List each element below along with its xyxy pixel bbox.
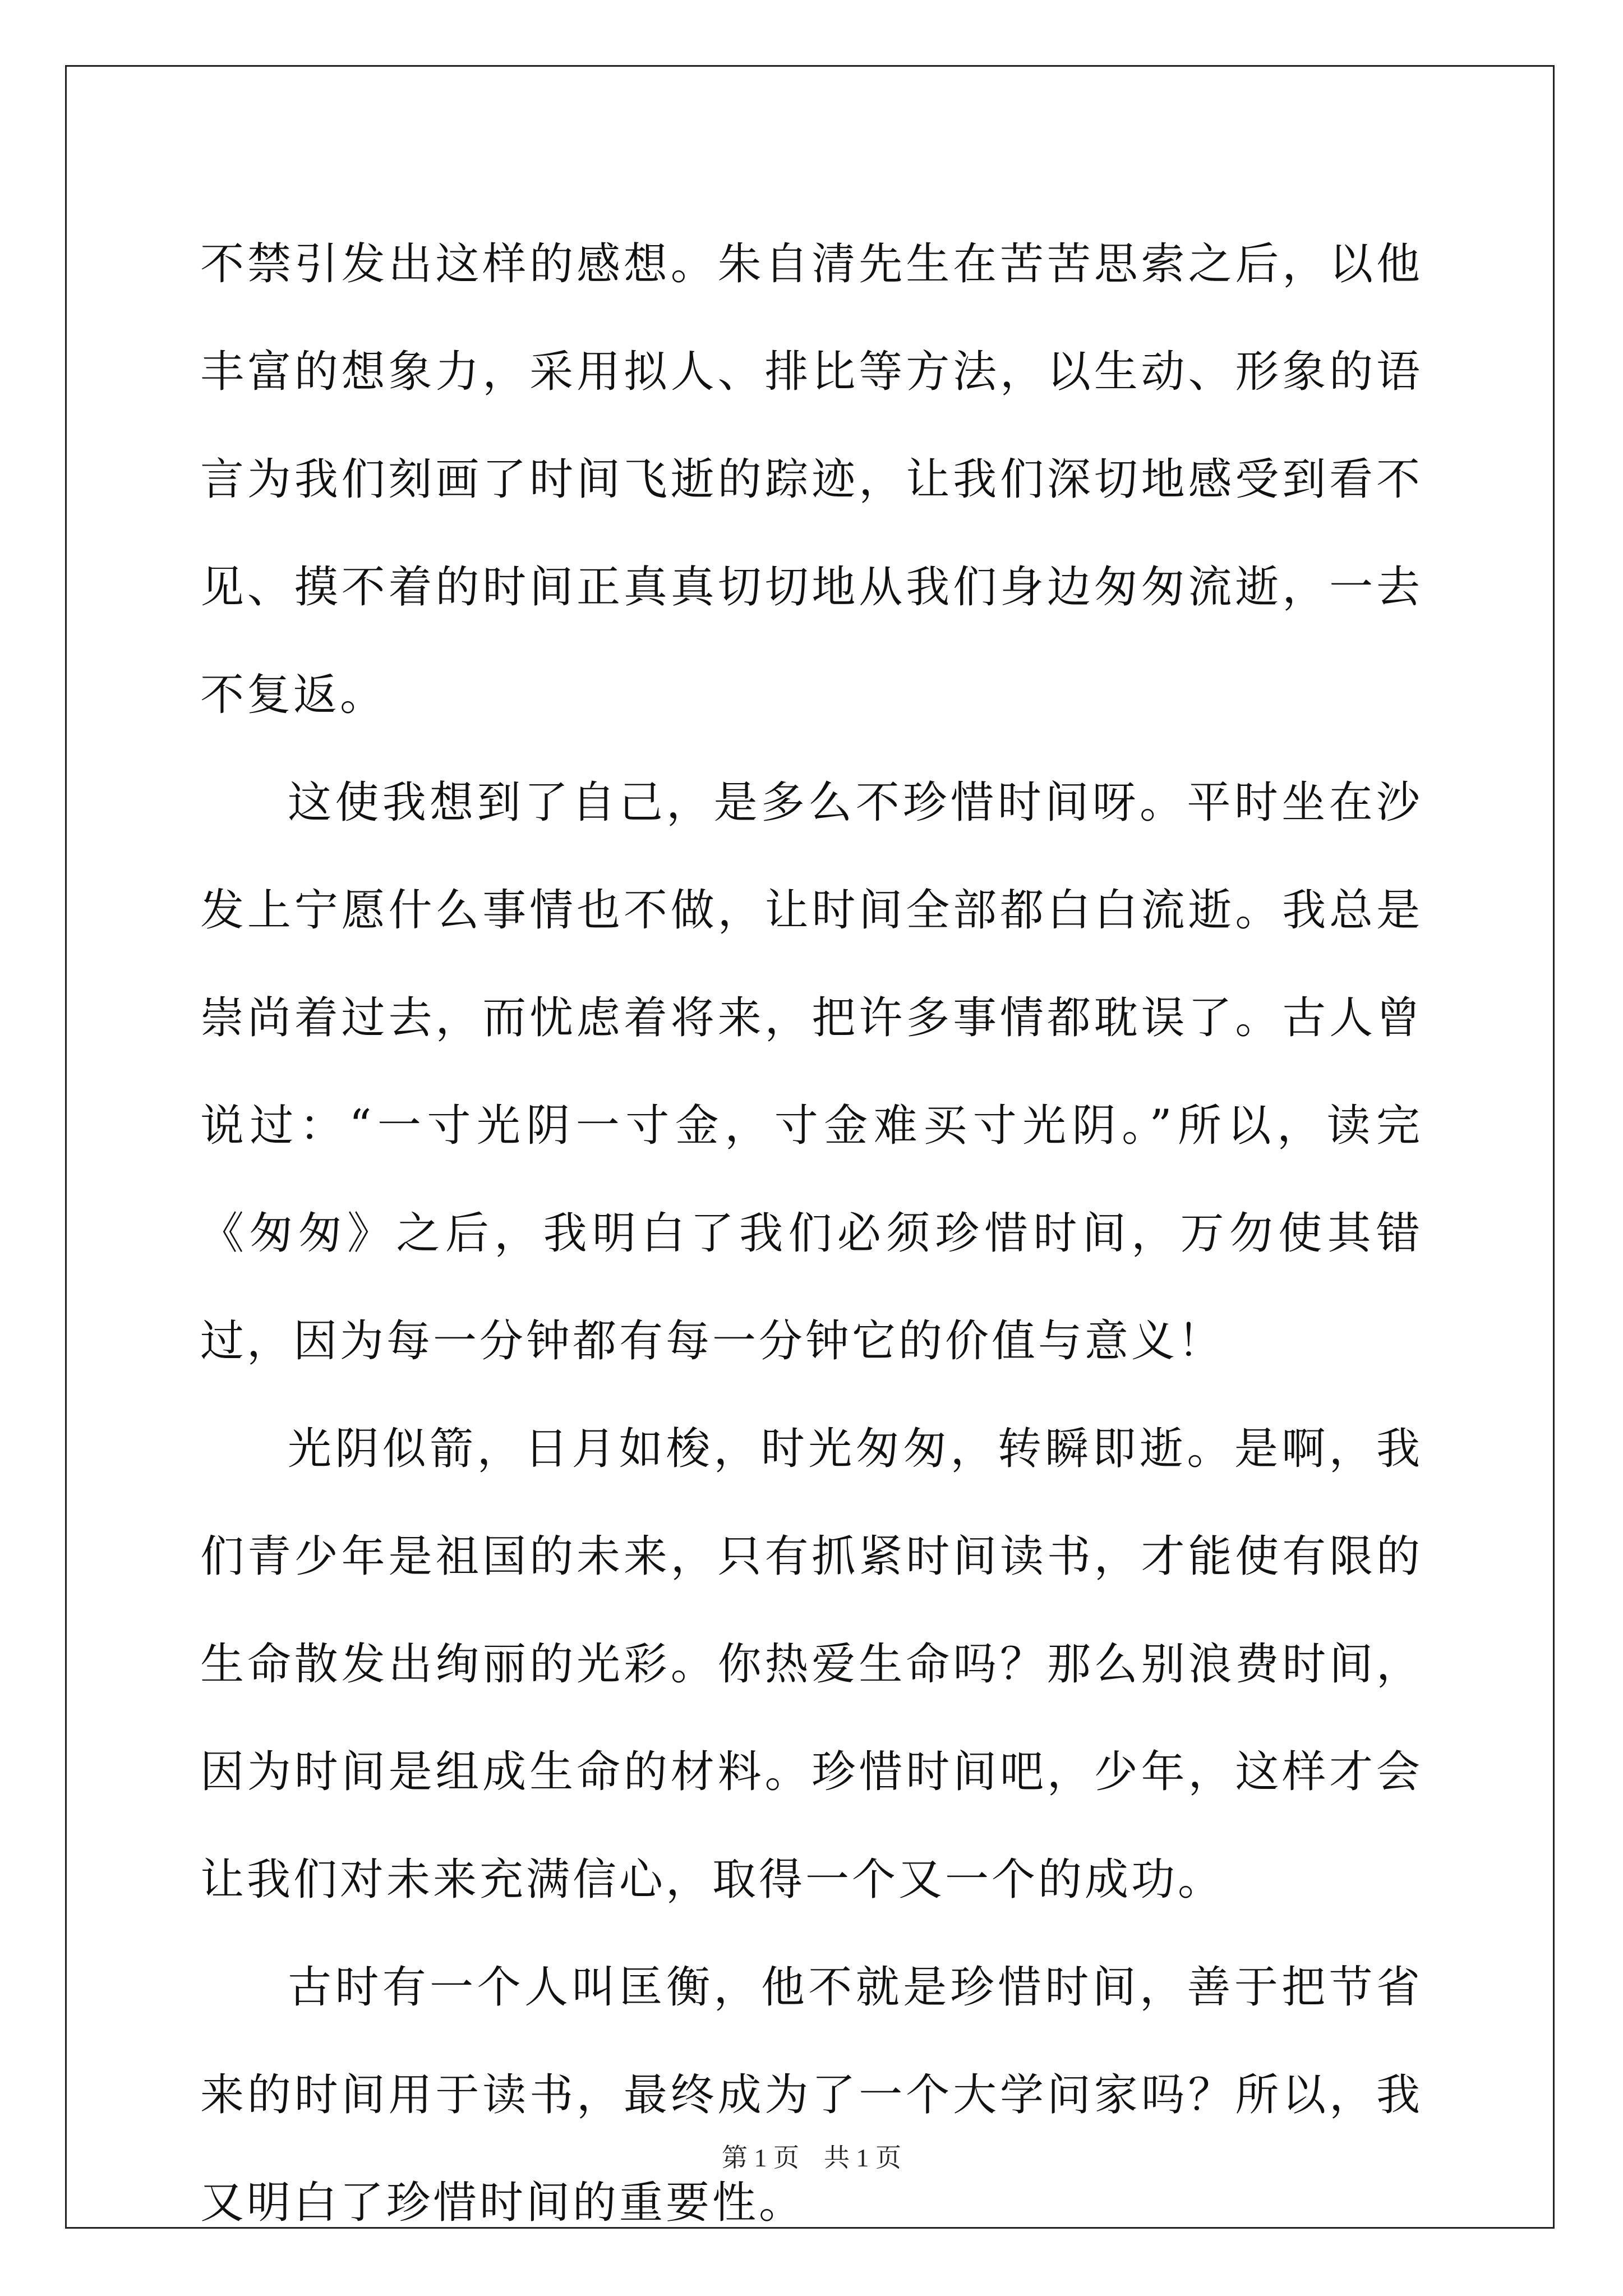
page-number: 第 1 页 — [722, 2143, 799, 2172]
document-body — [200, 210, 1423, 2257]
paragraph-3: 光阴似箭，日月如梭，时光匆匆，转瞬即逝。是啊，我们青少年是祖国的未来，只有抓紧时间读书，才能使有限的生命散发出绚丽的光彩。你热爱生命吗？那么别浪费时间，因为时间是组成生命的材料。珍惜时间吧，少年，这样才会让我们对未来充满信心，取得一个又一个的成功。 — [200, 1424, 1423, 1905]
paragraph-2: 这使我想到了自己，是多么不珍惜时间呀。平时坐在沙发上宁愿什么事情也不做，让时间全部都白白流逝。我总是崇尚着过去，而忧虑着将来，把许多事情都耽误了。古人曾说过：“一寸光阴一寸金，寸金难买寸光阴。”所以，读完《匆匆》之后，我明白了我们必须珍惜时间，万勿使其错过，因为每一分钟都有每一分钟它的价值与意义！ — [200, 777, 1423, 1366]
page-total: 共 1 页 — [824, 2143, 901, 2172]
paragraph-1: 不禁引发出这样的感想。朱自清先生在苦苦思索之后，以他丰富的想象力，采用拟人、排比等方法，以生动、形象的语言为我们刻画了时间飞逝的踪迹，让我们深切地感受到看不见、摸不着的时间正真真切切地从我们身边匆匆流逝，一去不复返。 — [200, 239, 1423, 720]
paragraph-4: 古时有一个人叫匡衡，他不就是珍惜时间，善于把节省来的时间用于读书，最终成为了一个大学问家吗？所以，我又明白了珍惜时间的重要性。 — [200, 1962, 1423, 2228]
page-footer — [0, 2137, 1623, 2174]
